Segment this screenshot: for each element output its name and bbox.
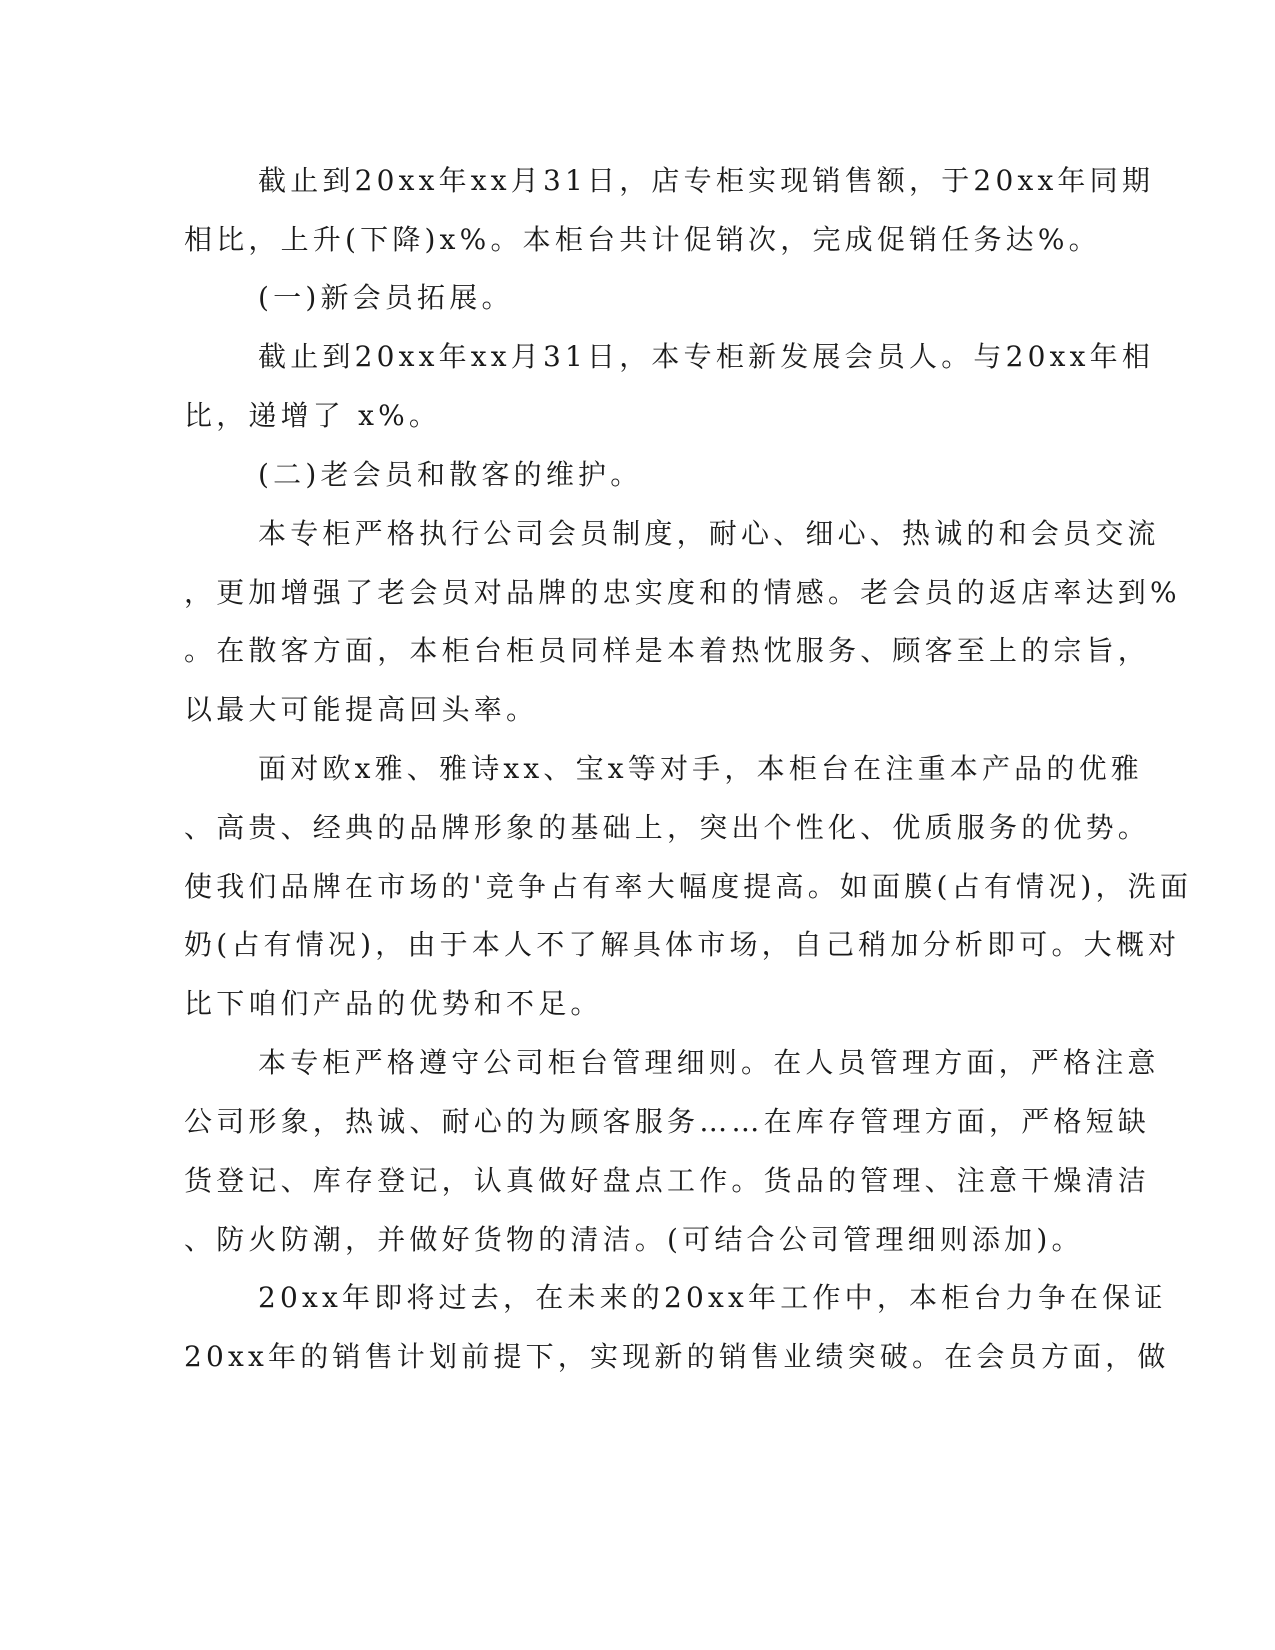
text-line: 截止到20xx年xx月31日，本专柜新发展会员人。与20xx年相 [258,340,1155,373]
section-heading: (一)新会员拓展。 [258,281,514,314]
text-line: 以最大可能提高回头率。 [184,693,539,726]
section-heading: (二)老会员和散客的维护。 [258,458,643,491]
text-line: 公司形象，热诚、耐心的为顾客服务……在库存管理方面，严格短缺 [184,1105,1151,1138]
text-line: 货登记、库存登记，认真做好盘点工作。货品的管理、注意干燥清洁 [184,1164,1151,1197]
text-line: 相比，上升(下降)x%。本柜台共计促销次，完成促销任务达%。 [184,223,1101,256]
text-line: 比下咱们产品的优势和不足。 [184,987,603,1020]
text-line: 。在散客方面，本柜台柜员同样是本着热忱服务、顾客至上的宗旨， [184,634,1151,667]
text-line: 20xx年的销售计划前提下，实现新的销售业绩突破。在会员方面，做 [184,1340,1170,1373]
text-line: 比，递增了 x%。 [184,399,442,432]
text-line: 本专柜严格执行公司会员制度，耐心、细心、热诚的和会员交流 [258,517,1160,550]
text-line: 、防火防潮，并做好货物的清洁。(可结合公司管理细则添加)。 [184,1223,1084,1256]
text-line: 、高贵、经典的品牌形象的基础上，突出个性化、优质服务的优势。 [184,811,1151,844]
text-line: ，更加增强了老会员对品牌的忠实度和的情感。老会员的返店率达到% [184,576,1181,609]
text-line: 使我们品牌在市场的'竞争占有率大幅度提高。如面膜(占有情况)，洗面 [184,870,1193,903]
text-line: 截止到20xx年xx月31日，店专柜实现销售额，于20xx年同期 [258,164,1155,197]
text-line: 面对欧x雅、雅诗xx、宝x等对手，本柜台在注重本产品的优雅 [258,752,1143,785]
text-line: 本专柜严格遵守公司柜台管理细则。在人员管理方面，严格注意 [258,1046,1160,1079]
text-line: 20xx年即将过去，在未来的20xx年工作中，本柜台力争在保证 [258,1281,1167,1314]
text-line: 奶(占有情况)，由于本人不了解具体市场，自己稍加分析即可。大概对 [184,928,1181,961]
